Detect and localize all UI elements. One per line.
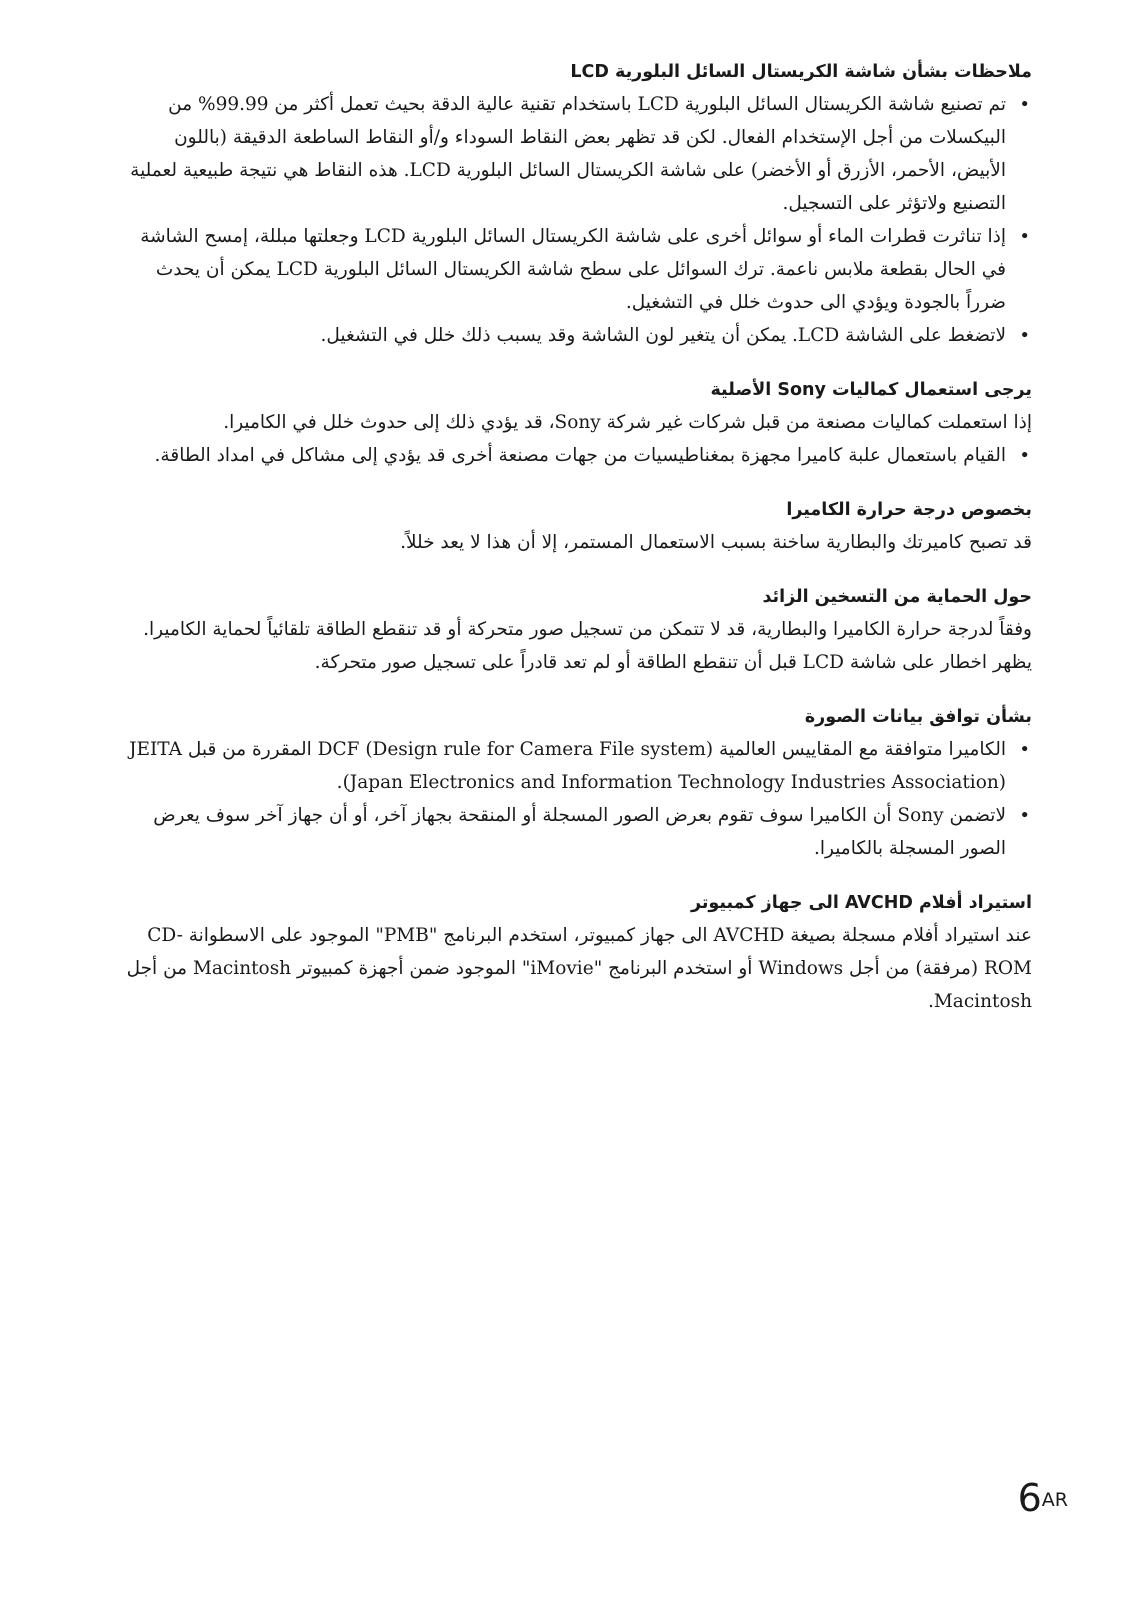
list-item: • لاتضغط على الشاشة LCD. يمكن أن يتغير لون الشاشة وقد يسبب ذلك خلل في التشغيل. — [120, 319, 1032, 352]
document-body — [120, 56, 1032, 1040]
bullet-list — [120, 439, 1032, 472]
bullet-list — [120, 88, 1032, 352]
section-paragraph: قد تصبح كاميرتك والبطارية ساخنة بسبب الاستعمال المستمر، إلا أن هذا لا يعد خللاً. — [400, 532, 1032, 553]
list-item: • الكاميرا متوافقة مع المقاييس العالمية DCF (Design rule for Camera File system) المقررة من قبل JEITA (Japan Electronics and Information Technology Industries Association). — [120, 733, 1032, 799]
section-overheat-protection — [120, 581, 1032, 679]
section-heading: بشأن توافق بيانات الصورة — [804, 707, 1032, 727]
section-paragraph: وفقاً لدرجة حرارة الكاميرا والبطارية، قد لا تتمكن من تسجيل صور متحركة أو قد تنقطع الطاقة تلقائياً لحماية الكاميرا. يظهر اخطار على شاشة LCD قبل أن تنقطع الطاقة أو لم تعد قادراً على تسجيل صور متحركة. — [143, 619, 1032, 673]
list-item: • لاتضمن Sony أن الكاميرا سوف تقوم بعرض الصور المسجلة أو المنقحة بجهاز آخر، أو أن جهاز آخر سوف يعرض الصور المسجلة بالكاميرا. — [120, 799, 1032, 865]
section-heading: استيراد أفلام AVCHD الى جهاز كمبيوتر — [690, 893, 1032, 913]
section-heading: بخصوص درجة حرارة الكاميرا — [786, 500, 1032, 520]
section-heading: يرجى استعمال كماليات Sony الأصلية — [710, 380, 1032, 400]
section-camera-temperature — [120, 494, 1032, 559]
list-item: • إذا تناثرت قطرات الماء أو سوائل أخرى على شاشة الكريستال السائل البلورية LCD وجعلتها مبللة، إمسح الشاشة في الحال بقطعة ملابس ناعمة. ترك السوائل على سطح شاشة الكريستال السائل البلورية LCD يمكن أن يحدث ضرراً بالجودة ويؤدي الى حدوث خلل في التشغيل. — [120, 220, 1032, 319]
bullet-list — [120, 733, 1032, 865]
list-item: • تم تصنيع شاشة الكريستال السائل البلورية LCD باستخدام تقنية عالية الدقة بحيث تعمل أكثر من 99.99% من البيكسلات من أجل الإستخدام الفعال. لكن قد تظهر بعض النقاط السوداء و/أو النقاط الساطعة الدقيقة (باللون الأبيض، الأحمر، الأزرق أو الأخضر) على شاشة الكريستال السائل البلورية LCD. هذه النقاط هي نتيجة طبيعية لعملية التصنيع ولاتؤثر على التسجيل. — [120, 88, 1032, 220]
section-lcd-notes — [120, 56, 1032, 352]
page-number-suffix: AR — [1041, 1489, 1068, 1511]
section-paragraph: عند استيراد أفلام مسجلة بصيغة AVCHD الى جهاز كمبيوتر، استخدم البرنامج "PMB" الموجود على الاسطوانة CD-ROM (مرفقة) من أجل Windows أو استخدم البرنامج "iMovie" الموجود ضمن أجهزة كمبيوتر Macintosh من أجل Macintosh. — [126, 925, 1032, 1012]
section-paragraph: إذا استعملت كماليات مصنعة من قبل شركات غير شركة Sony، قد يؤدي ذلك إلى حدوث خلل في الكاميرا. — [223, 412, 1032, 433]
section-avchd-import — [120, 887, 1032, 1018]
page-number — [1018, 1476, 1068, 1520]
section-image-data-compatibility — [120, 701, 1032, 865]
list-item: • القيام باستعمال علبة كاميرا مجهزة بمغناطيسيات من جهات مصنعة أخرى قد يؤدي إلى مشاكل في امداد الطاقة. — [120, 439, 1032, 472]
section-heading: حول الحماية من التسخين الزائد — [762, 587, 1032, 607]
section-heading: ملاحظات بشأن شاشة الكريستال السائل البلورية LCD — [570, 62, 1032, 82]
page-number-value: 6 — [1017, 1476, 1042, 1520]
section-sony-accessories — [120, 374, 1032, 472]
